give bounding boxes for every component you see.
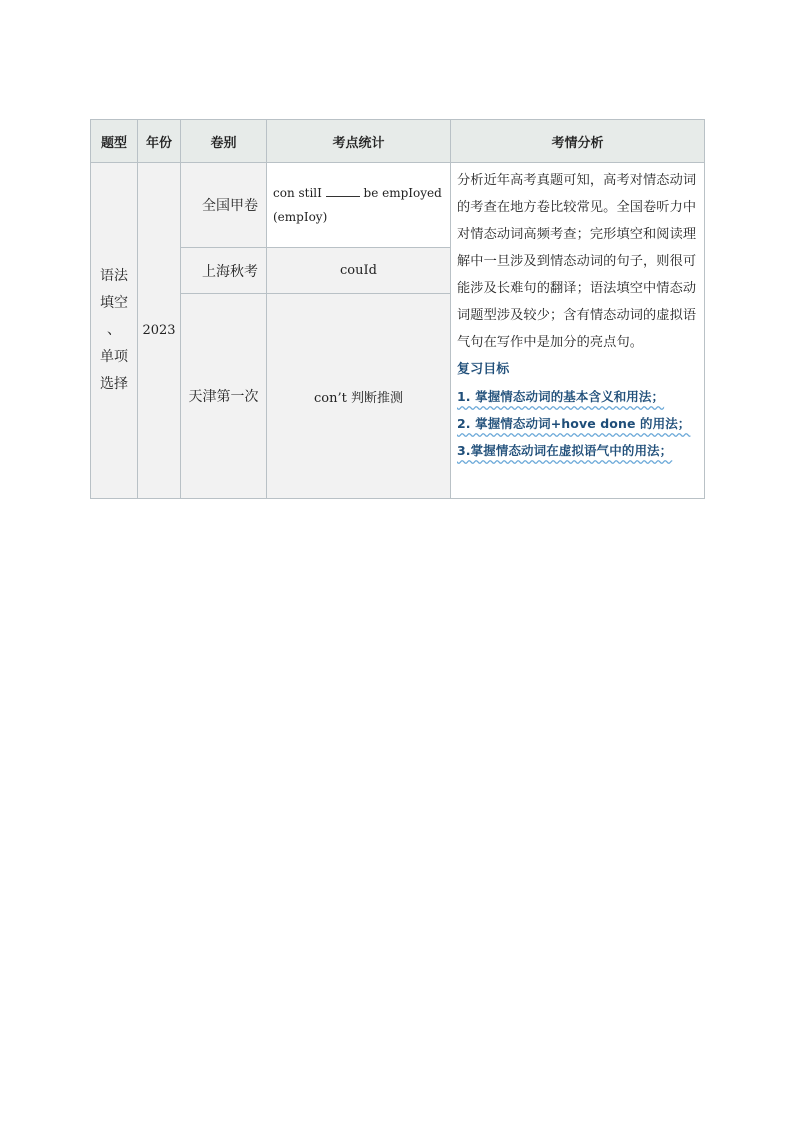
paper-cell: 全国甲卷 [181,163,267,248]
analysis-cell [451,163,705,499]
test-point-cell: couId [267,248,451,294]
year-cell: 2023 [138,163,181,499]
header-analysis: 考情分析 [451,120,705,163]
question-type-line: 填空 [100,295,128,311]
test-point-hint: (empIoy) [273,210,328,224]
table-row [91,163,705,248]
exam-analysis-table [90,119,705,499]
test-point-cell [267,163,451,248]
review-goal-item: 2. 掌握情态动词+hove done 的用法； [457,416,691,431]
fill-in-blank [326,185,360,197]
question-type-line: 、 [107,322,121,338]
question-type-line: 单项 [100,349,128,365]
test-point-after-blank: be empIoyed [363,186,442,200]
table-header-row [91,120,705,163]
question-type-line: 语法 [100,268,128,284]
header-question-type: 题型 [91,120,138,163]
test-point-cell: con’t 判断推测 [267,294,451,499]
question-type-cell [91,163,138,499]
question-type-line: 选择 [100,376,128,392]
header-paper: 卷别 [181,120,267,163]
review-goals-title: 复习目标 [457,362,510,377]
test-point-before-blank: con stilI [273,186,322,200]
review-goal-item: 3.掌握情态动词在虚拟语气中的用法； [457,443,673,458]
paper-cell: 天津第一次 [181,294,267,499]
analysis-text: 分析近年高考真题可知，高考对情态动词的考查在地方卷比较常见。全国卷听力中对情态动词高频考查；完形填空和阅读理解中一旦涉及到情态动词的句子，则很可能涉及长难句的翻译；语法填空中情态动词题型涉及较少；含有情态动词的虚拟语气句在写作中是加分的亮点句。 [457,173,697,350]
test-point-line [273,181,444,205]
header-test-points: 考点统计 [267,120,451,163]
review-goal-item: 1. 掌握情态动词的基本含义和用法； [457,389,665,404]
paper-cell: 上海秋考 [181,248,267,294]
header-year: 年份 [138,120,181,163]
